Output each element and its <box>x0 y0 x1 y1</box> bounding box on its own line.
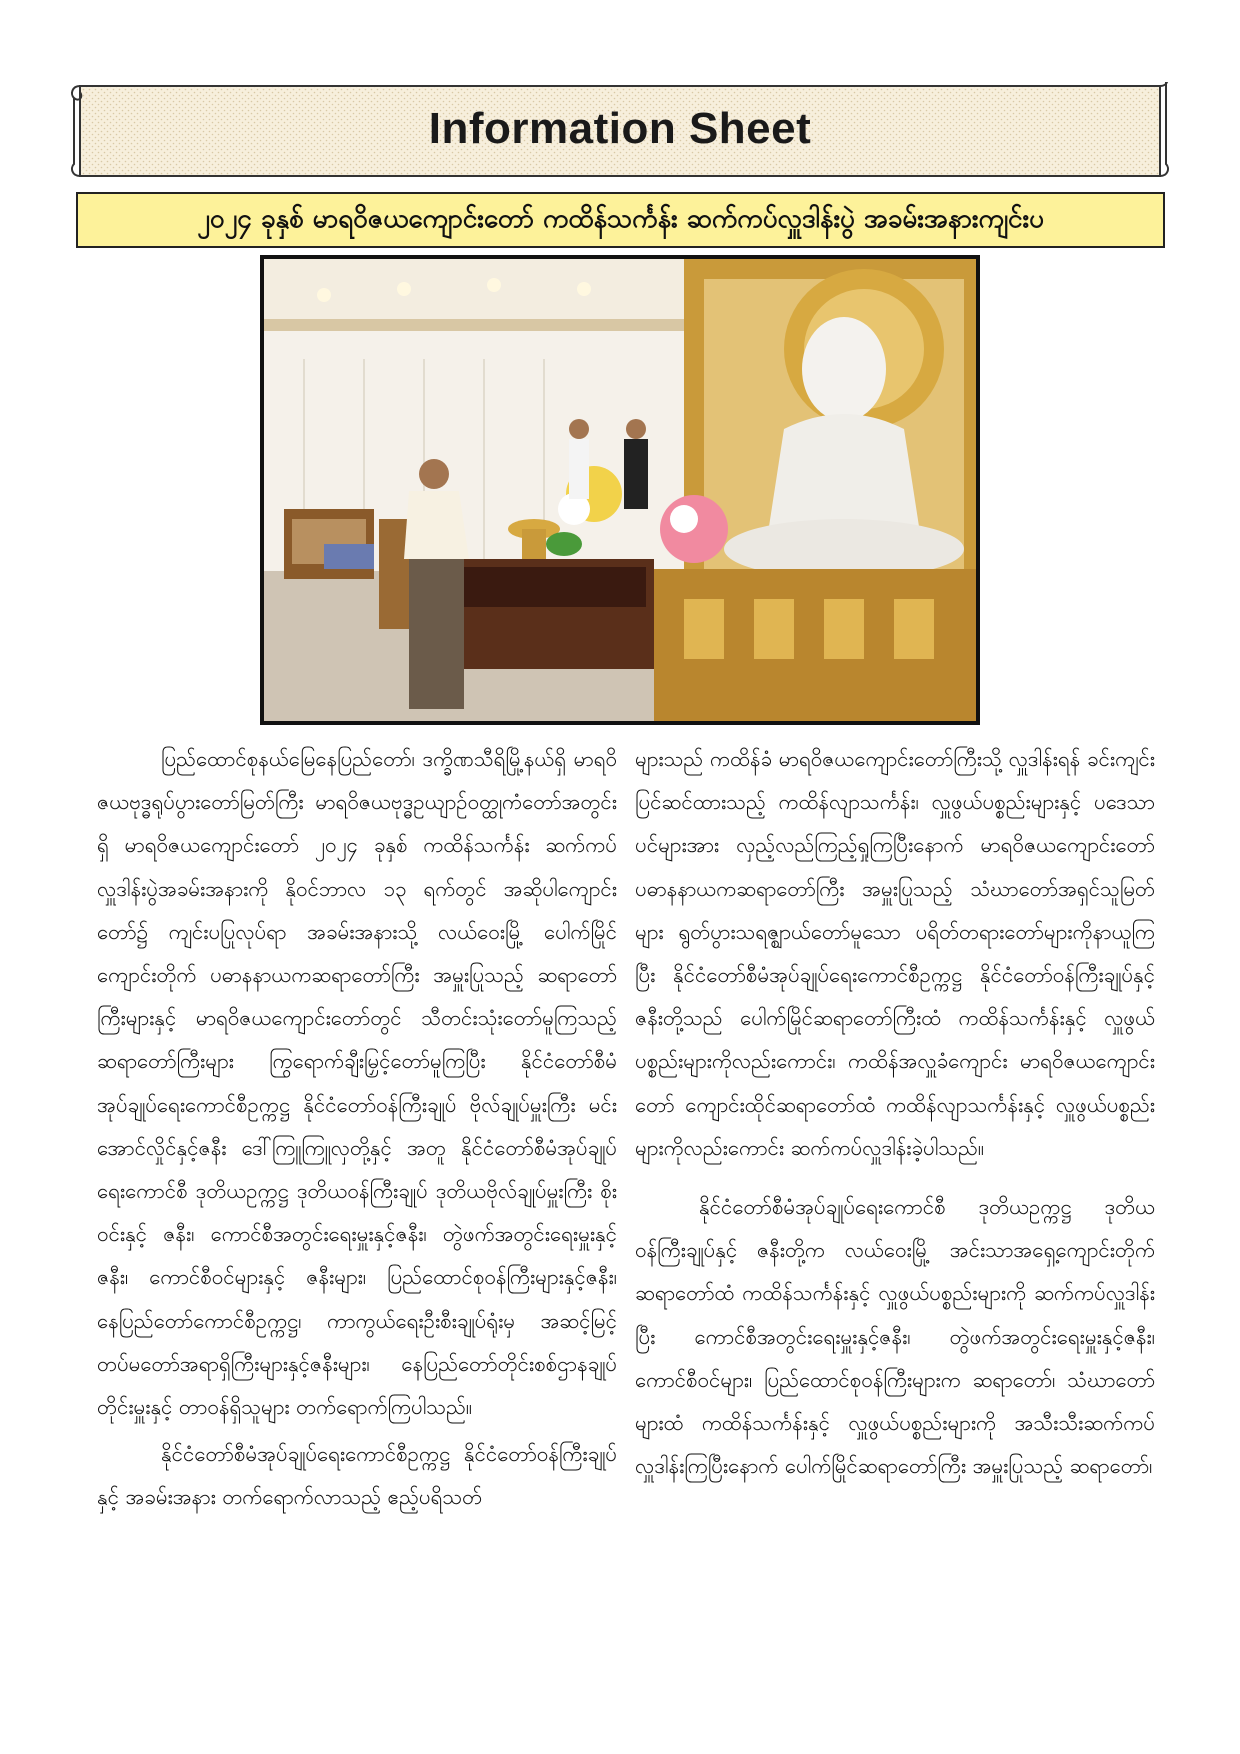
article-column-left <box>97 738 617 1520</box>
page-title: Information Sheet <box>428 104 812 153</box>
paragraph: ပြည်ထောင်စုနယ်မြေနေပြည်တော်၊ ဒက္ခိဏသီရိမြို့နယ်ရှိ မာရဝိဇယဗုဒ္ဓရုပ်ပွားတော်မြတ်ကြီး မာရဝိဇယဗုဒ္ဓဥယျာဉ်ဝတ္ထုကံတော်အတွင်းရှိ မာရဝိဇယကျောင်းတော် ၂၀၂၄ ခုနှစ် ကထိန်သင်္ကန်း ဆက်ကပ်လှူဒါန်းပွဲအခမ်းအနားကို နိုဝင်ဘာလ ၁၃ ရက်တွင် အဆိုပါကျောင်းတော်၌ ကျင်းပပြုလုပ်ရာ အခမ်းအနားသို့ လယ်ဝေးမြို့ ပေါက်မြိုင်ကျောင်းတိုက် ပဓာနနာယကဆရာတော်ကြီး အမှူးပြုသည့် ဆရာတော်ကြီးများနှင့် မာရဝိဇယကျောင်းတော်တွင် သီတင်းသုံးတော်မူကြသည့် ဆရာတော်ကြီးများ ကြွရောက်ချီးမြှင့်တော်မူကြပြီး နိုင်ငံတော်စီမံအုပ်ချုပ်ရေးကောင်စီဥက္ကဋ္ဌ နိုင်ငံတော်ဝန်ကြီးချုပ် ဗိုလ်ချုပ်မှူးကြီး မင်းအောင်လှိုင်နှင့်ဇနီး ဒေါ်ကြူကြူလှတို့နှင့် အတူ နိုင်ငံတော်စီမံအုပ်ချုပ်ရေးကောင်စီ ဒုတိယဥက္ကဋ္ဌ ဒုတိယဝန်ကြီးချုပ် ဒုတိယဗိုလ်ချုပ်မှူးကြီး စိုးဝင်းနှင့် ဇနီး၊ ကောင်စီအတွင်းရေးမှူးနှင့်ဇနီး၊ တွဲဖက်အတွင်းရေးမှူးနှင့် ဇနီး၊ ကောင်စီဝင်များနှင့် ဇနီးများ၊ ပြည်ထောင်စုဝန်ကြီးများနှင့်ဇနီး၊ နေပြည်တော်ကောင်စီဥက္ကဋ္ဌ၊ ကာကွယ်ရေးဦးစီးချုပ်ရုံးမှ အဆင့်မြင့်တပ်မတော်အရာရှိကြီးများနှင့်ဇနီးများ၊ နေပြည်တော်တိုင်းစစ်ဌာနချုပ်တိုင်းမှူးနှင့် တာဝန်ရှိသူများ တက်ရောက်ကြပါသည်။ <box>97 747 617 1420</box>
paragraph: နိုင်ငံတော်စီမံအုပ်ချုပ်ရေးကောင်စီဥက္ကဋ္ဌ နိုင်ငံတော်ဝန်ကြီးချုပ်နှင့် အခမ်းအနား တက်ရောက်လာသည့် ဧည့်ပရိသတ် <box>97 1442 617 1510</box>
title-banner <box>70 82 1170 180</box>
ceremony-photo <box>260 255 980 725</box>
article-column-right <box>635 738 1155 1488</box>
subtitle-bar: ၂၀၂၄ ခုနှစ် မာရဝိဇယကျောင်းတော် ကထိန်သင်္ကန်း ဆက်ကပ်လှူဒါန်းပွဲ အခမ်းအနားကျင်းပ <box>76 192 1165 248</box>
photo-of-ceremony-icon <box>264 259 976 721</box>
paragraph: များသည် ကထိန်ခံ မာရဝိဇယကျောင်းတော်ကြီးသို့ လှူဒါန်းရန် ခင်းကျင်းပြင်ဆင်ထားသည့် ကထိန်လျာသင်္ကန်း၊ လှူဖွယ်ပစ္စည်းများနှင့် ပဒေသာပင်များအား လှည့်လည်ကြည့်ရှုကြပြီးနောက် မာရဝိဇယကျောင်းတော် ပဓာနနာယကဆရာတော်ကြီး အမှူးပြုသည့် သံဃာတော်အရှင်သူမြတ်များ ရွတ်ပွားသရဇ္ဈာယ်တော်မူသော ပရိတ်တရားတော်များကိုနာယူကြပြီး နိုင်ငံတော်စီမံအုပ်ချုပ်ရေးကောင်စီဥက္ကဋ္ဌ နိုင်ငံတော်ဝန်ကြီးချုပ်နှင့် ဇနီးတို့သည် ပေါက်မြိုင်ဆရာတော်ကြီးထံ ကထိန်သင်္ကန်းနှင့် လှူဖွယ်ပစ္စည်းများကိုလည်းကောင်း၊ ကထိန်အလှူခံကျောင်း မာရဝိဇယကျောင်းတော် ကျောင်းထိုင်ဆရာတော်ထံ ကထိန်လျာသင်္ကန်းနှင့် လှူဖွယ်ပစ္စည်းများကိုလည်းကောင်း ဆက်ကပ်လှူဒါန်းခဲ့ပါသည်။ <box>635 747 1155 1160</box>
paragraph: နိုင်ငံတော်စီမံအုပ်ချုပ်ရေးကောင်စီ ဒုတိယဥက္ကဋ္ဌ ဒုတိယဝန်ကြီးချုပ်နှင့် ဇနီးတို့က လယ်ဝေးမြို့ အင်းသာအရှေ့ကျောင်းတိုက်ဆရာတော်ထံ ကထိန်သင်္ကန်းနှင့် လှူဖွယ်ပစ္စည်းများကို ဆက်ကပ်လှူဒါန်းပြီး ကောင်စီအတွင်းရေးမှူးနှင့်ဇနီး၊ တွဲဖက်အတွင်းရေးမှူးနှင့်ဇနီး၊ ကောင်စီဝင်များ၊ ပြည်ထောင်စုဝန်ကြီးများက ဆရာတော်၊ သံဃာတော်များထံ ကထိန်သင်္ကန်းနှင့် လှူဖွယ်ပစ္စည်းများကို အသီးသီးဆက်ကပ်လှူဒါန်းကြပြီးနောက် ပေါက်မြိုင်ဆရာတော်ကြီး အမှူးပြုသည့် ဆရာတော်၊ <box>635 1195 1155 1479</box>
